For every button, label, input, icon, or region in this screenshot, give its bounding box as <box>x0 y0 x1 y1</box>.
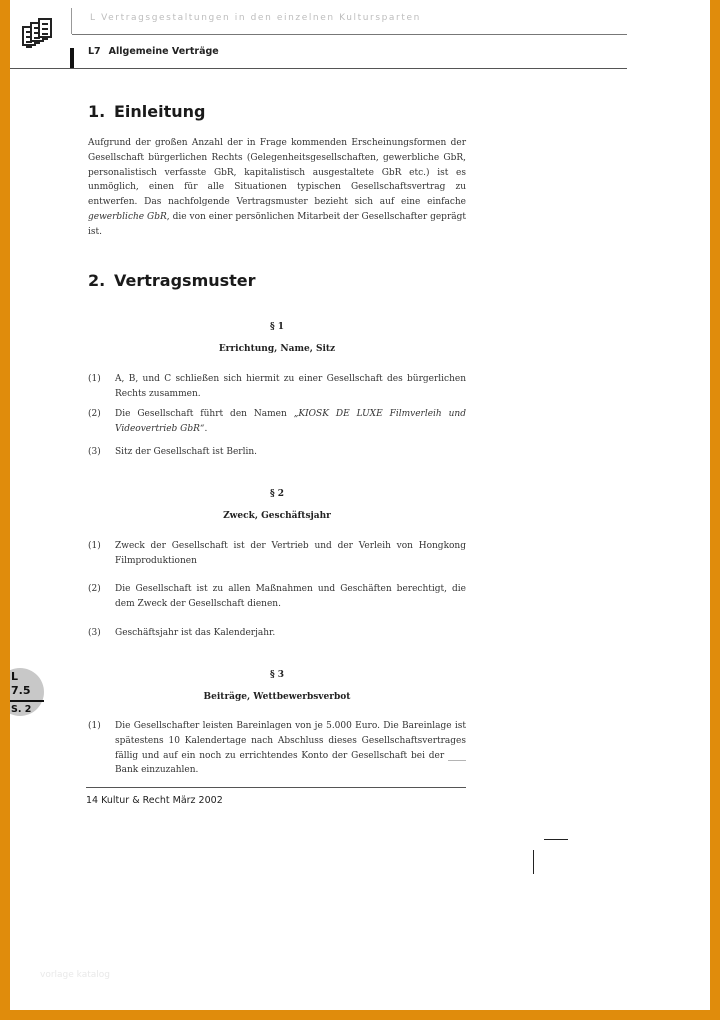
list-item: (3) Sitz der Gesellschaft ist Berlin. <box>88 447 257 457</box>
list-item: (1) A, B, und C schließen sich hiermit zu einer Gesellschaft des bürgerlichen Rechts zusammen. <box>88 374 466 399</box>
stacked-documents-icon <box>22 18 54 50</box>
chapter-title: Allgemeine Verträge <box>108 46 219 57</box>
paragraph-number: § 1 <box>269 322 285 332</box>
paragraph-number: § 3 <box>269 670 285 680</box>
footer-text: 14 Kultur & Recht März 2002 <box>86 795 223 806</box>
paragraph-title: Zweck, Geschäftsjahr <box>223 511 331 521</box>
intro-paragraph: Aufgrund der großen Anzahl der in Frage kommenden Erscheinungsformen der Gesellschaft bürgerlichen Rechts (Gelegenheitsgesellschaften, gewerbliche GbR, personalistisch verfasste GbR, kapitalistisch ausgestaltete GbR etc.) ist es unmöglich, einen für alle Situationen typischen Gesellschaftsvertrag zu entwerfen. Das nachfolgende Vertragsmuster bezieht sich auf eine einfache gewerbliche GbR, die von einer persönlichen Mitarbeit der Gesellschafter geprägt ist. <box>88 138 466 237</box>
tab-divider <box>10 700 44 702</box>
chapter-code: L7 <box>88 46 101 57</box>
chapter-marker <box>70 48 74 69</box>
header-rule-top <box>72 34 627 35</box>
list-item: (3) Geschäftsjahr ist das Kalenderjahr. <box>88 628 276 638</box>
header-divider <box>71 8 72 34</box>
watermark: vorlage katalog <box>40 970 110 980</box>
list-item: (1) Die Gesellschafter leisten Bareinlagen von je 5.000 Euro. Die Bareinlage ist spätestens 10 Kalendertage nach Abschluss dieses Gesellschaftsvertrages fällig und auf ein noch zu errichtendes Konto der Gesellschaft bei der ____ Bank einzuzahlen. <box>88 721 466 776</box>
footer-rule <box>86 787 466 788</box>
list-item: (2) Die Gesellschaft führt den Namen „KIOSK DE LUXE Filmverleih und Videovertrieb GbR“. <box>88 409 466 434</box>
section-label: L Vertragsgestaltungen in den einzelnen Kultursparten <box>90 13 421 23</box>
heading-einleitung: 1. Einleitung <box>88 102 206 121</box>
tab-label-letter: L <box>11 670 19 683</box>
document-page <box>10 0 710 1010</box>
crop-mark-vertical <box>533 850 534 874</box>
paragraph-title: Beiträge, Wettbewerbsverbot <box>203 692 351 702</box>
paragraph-number: § 2 <box>269 489 285 499</box>
list-item: (2) Die Gesellschaft ist zu allen Maßnahmen und Geschäften berechtigt, die dem Zweck der Gesellschaft dienen. <box>88 584 466 609</box>
chapter-label <box>88 46 219 57</box>
crop-mark-horizontal <box>544 839 568 840</box>
header-rule-bottom <box>10 68 627 69</box>
tab-label-page: S. 2 <box>11 704 32 715</box>
tab-label-number: 7.5 <box>11 684 31 697</box>
heading-vertragsmuster: 2. Vertragsmuster <box>88 271 256 290</box>
paragraph-title: Errichtung, Name, Sitz <box>218 344 336 354</box>
list-item: (1) Zweck der Gesellschaft ist der Vertrieb und der Verleih von Hongkong Filmproduktionen <box>88 541 466 566</box>
